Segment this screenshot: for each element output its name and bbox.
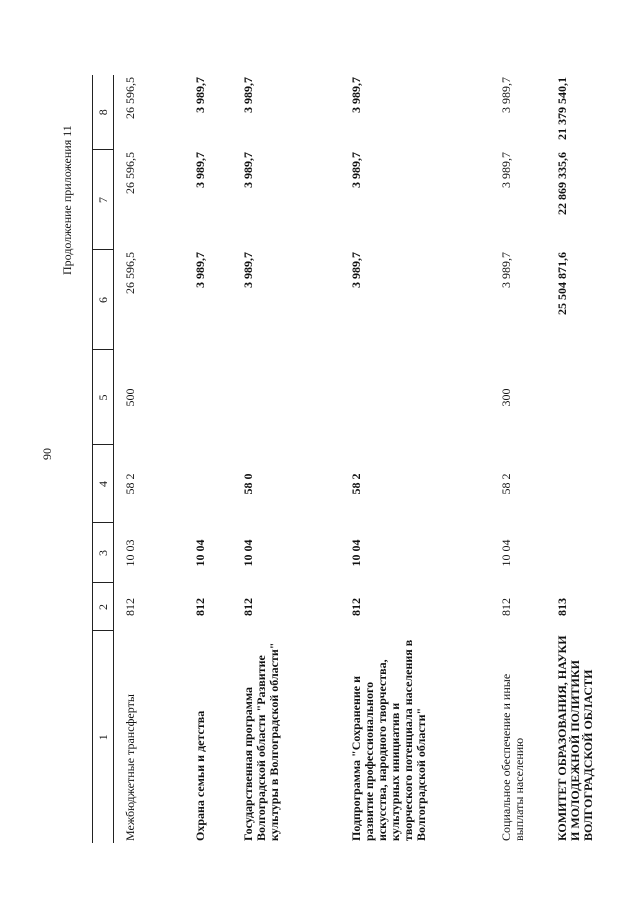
cell-col7: 3 989,7 <box>498 152 513 188</box>
cell-col2: 812 <box>240 598 255 616</box>
cell-col8: 3 989,7 <box>348 77 363 113</box>
cell-col3: 10 03 <box>123 539 137 567</box>
table-row <box>184 75 232 843</box>
row-name: Межбюджетные трансферты <box>123 694 137 841</box>
row-name: Подпрограмма "Сохранение и развитие профессионального искусства, народного творчества, культурных инициатив и творческого потенциала населения в Волгоградской области" <box>348 639 428 841</box>
cell-col5 <box>546 350 636 445</box>
budget-table <box>92 75 636 843</box>
cell-col8: 3 989,7 <box>240 77 255 113</box>
row-name: Социальное обеспечение и иные выплаты населению <box>498 673 526 841</box>
cell-col6: 26 596,5 <box>123 252 137 294</box>
cell-col5: 300 <box>498 388 513 407</box>
cell-col6: 3 989,7 <box>348 252 363 288</box>
cell-col5 <box>340 350 490 445</box>
cell-col3: 10 04 <box>348 539 363 567</box>
cell-col6: 3 989,7 <box>498 252 513 288</box>
cell-col4: 58 0 <box>240 473 255 495</box>
cell-col2: 812 <box>498 598 513 616</box>
cell-col5: 500 <box>123 388 137 407</box>
cell-col6: 25 504 871,6 <box>554 252 569 315</box>
continuation-note: Продолжение приложения 11 <box>60 125 74 275</box>
row-name: Охрана семьи и детства <box>192 710 207 841</box>
col-header: 3 <box>93 523 114 583</box>
cell-col8: 3 989,7 <box>192 77 207 113</box>
cell-col7: 3 989,7 <box>192 152 207 188</box>
cell-col4 <box>546 445 636 523</box>
col-header: 5 <box>93 350 114 445</box>
cell-col2: 812 <box>192 598 207 616</box>
col-header: 7 <box>93 150 114 250</box>
cell-col2: 813 <box>554 598 569 616</box>
cell-col2: 812 <box>348 598 363 616</box>
header-row <box>93 75 114 843</box>
table-row <box>232 75 340 843</box>
cell-col6: 3 989,7 <box>240 252 255 288</box>
col-header: 2 <box>93 583 114 631</box>
col-header: 4 <box>93 445 114 523</box>
cell-col5 <box>184 350 232 445</box>
cell-col4: 58 2 <box>123 473 137 495</box>
cell-col3: 10 04 <box>192 539 207 567</box>
table-row <box>490 75 546 843</box>
cell-col4: 58 2 <box>348 473 363 495</box>
cell-col3 <box>546 523 636 583</box>
page-number: 90 <box>40 448 54 460</box>
cell-col8: 26 596,5 <box>123 77 137 119</box>
cell-col7: 3 989,7 <box>348 152 363 188</box>
row-name: КОМИТЕТ ОБРАЗОВАНИЯ, НАУКИ И МОЛОДЕЖНОЙ ПОЛИТИКИ ВОЛГОГРАДСКОЙ ОБЛАСТИ <box>554 635 595 841</box>
col-header: 6 <box>93 250 114 350</box>
cell-col3: 10 04 <box>240 539 255 567</box>
table-row <box>340 75 490 843</box>
cell-col6: 3 989,7 <box>192 252 207 288</box>
row-name: Государственная программа Волгоградской области "Развитие культуры в Волгоградской области" <box>240 642 281 841</box>
col-header: 8 <box>93 75 114 150</box>
cell-col8: 3 989,7 <box>498 77 513 113</box>
cell-col4 <box>184 445 232 523</box>
cell-col8: 21 379 540,1 <box>554 77 569 140</box>
cell-col7: 3 989,7 <box>240 152 255 188</box>
cell-col5 <box>232 350 340 445</box>
table-row <box>114 75 184 843</box>
cell-col4: 58 2 <box>498 473 513 495</box>
cell-col3: 10 04 <box>498 539 513 567</box>
cell-col2: 812 <box>123 598 137 616</box>
cell-col7: 22 869 335,6 <box>554 152 569 215</box>
col-header: 1 <box>93 631 114 843</box>
cell-col7: 26 596,5 <box>123 152 137 194</box>
table-row <box>546 75 636 843</box>
